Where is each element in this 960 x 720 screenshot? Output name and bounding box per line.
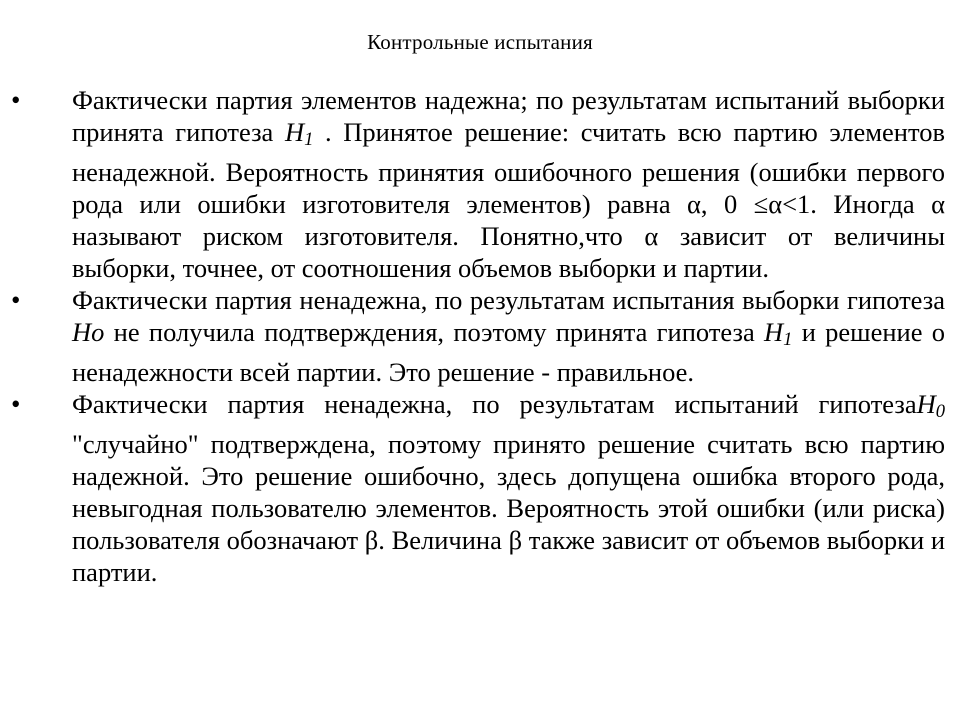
hypothesis-h1-inline bbox=[764, 317, 793, 351]
hypothesis-symbol: H bbox=[284, 117, 305, 147]
bullet-text-3 bbox=[72, 388, 945, 588]
bullet-point-icon: • bbox=[11, 285, 21, 316]
bullet-point-icon: • bbox=[11, 389, 21, 420]
hypothesis-symbol: H bbox=[764, 317, 784, 348]
bullet-3-part-b: "случайно" подтверждена, поэтому принято решение считать всю партию надежной. Это решение ошибочно, здесь допущена ошибка второго рода, невыгодная пользователю элементов. Вероятность этой ошибки (или риска) пользователя обозначают β. Величина β также зависит от объемов выборки и партии. bbox=[72, 429, 945, 588]
bullet-2-part-c: и решение о ненадежности всей партии. Это решение - правильное. bbox=[72, 317, 945, 388]
hypothesis-subscript: 1 bbox=[304, 129, 314, 151]
bullet-2-part-a: Фактически партия ненадежна, по результатам испытания выборки гипотеза bbox=[72, 285, 945, 316]
bullet-3-part-a: Фактически партия ненадежна, по результатам испытаний гипотеза bbox=[72, 389, 917, 420]
bullet-text-1 bbox=[72, 84, 945, 284]
hypothesis-h0-inline bbox=[916, 389, 945, 423]
hypothesis-symbol: H bbox=[916, 389, 936, 420]
hypothesis-subscript: 1 bbox=[783, 329, 793, 351]
list-item bbox=[0, 284, 960, 388]
bullet-1-part-a: Фактически партия элементов надежна; по результатам испытаний выборки принята гипотеза bbox=[72, 85, 945, 147]
bullet-list bbox=[0, 84, 960, 588]
list-item bbox=[0, 388, 960, 588]
bullet-1-part-b: . Принятое решение: считать всю партию элементов ненадежной. Вероятность принятия ошибочного решения (ошибки первого рода или ошибки изготовителя элементов) равна α, 0 ≤α<1. Иногда α называют риском изготовителя. Понятно,что α зависит от величины выборки, точнее, от соотношения объемов выборки и партии. bbox=[72, 117, 945, 284]
list-item bbox=[0, 84, 960, 284]
bullet-point-icon: • bbox=[11, 85, 21, 115]
hypothesis-subscript: 0 bbox=[935, 401, 945, 423]
hypothesis-h1-inline bbox=[284, 117, 314, 151]
page-title: Контрольные испытания bbox=[367, 30, 593, 54]
hypothesis-symbol-h0: Но bbox=[72, 317, 105, 348]
bullet-2-part-b: не получила подтверждения, поэтому принята гипотеза bbox=[104, 317, 764, 348]
bullet-text-2 bbox=[72, 284, 945, 388]
